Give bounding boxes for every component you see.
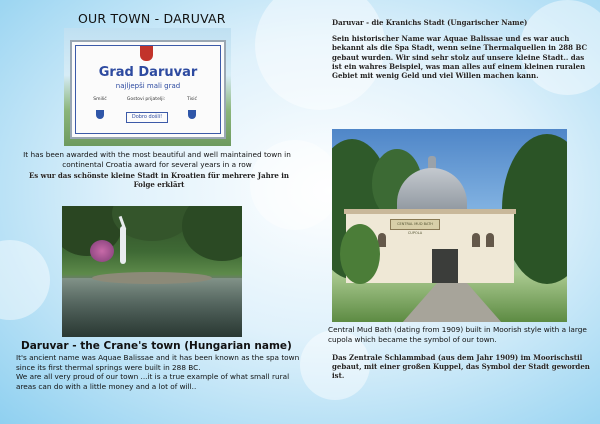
crane-text-p2: We are all very proud of our town ...it is a true example of what small rural areas can do with a little money and a lot of will.. [16, 372, 290, 391]
town-sign-board [70, 40, 226, 139]
coat-of-arms-icon [140, 46, 153, 61]
crest-right-icon [188, 110, 196, 119]
flower-bush [90, 240, 114, 262]
crane-heading: Daruvar - the Crane's town (Hungarian name) [21, 340, 292, 352]
sign-subtitle: najljepši mali grad [115, 82, 181, 90]
crane-statue [120, 226, 126, 264]
crane-text-en [16, 353, 306, 391]
award-caption-en: It has been awarded with the most beautiful and well maintained town in continental Croatia award for several years in a row [23, 150, 291, 169]
town-sign-photo [64, 28, 231, 146]
bokeh-circle [0, 240, 50, 320]
sign-greeting: Dobro došli! [126, 112, 168, 123]
sign-col-mid: Gostovi prijatelji: [126, 97, 166, 102]
crane-text-p1: It's ancient name was Aquae Balissae and it has been known as the spa town since its first thermal springs were built in 288 BC. [16, 353, 300, 372]
bath-sign: CENTRAL MUD BATH CUPOLA [390, 219, 440, 230]
sign-col-right: Tisić [187, 97, 197, 102]
mud-bath-photo [332, 129, 567, 322]
crest-left-icon [96, 110, 104, 119]
crane-heading-de: Daruvar - die Kranichs Stadt (Ungarischer Name) [332, 18, 528, 27]
sign-col-left: Smilić [93, 97, 107, 102]
bath-caption-de: Das Zentrale Schlammbad (aus dem Jahr 1909) im Moorischstil gebaut, mit einer großen Kuppel, das Symbol der Stadt geworden ist. [332, 353, 590, 381]
sign-title: Grad Daruvar [98, 65, 198, 80]
page-title: OUR TOWN - DARUVAR [78, 11, 226, 26]
award-caption-de: Es wur das schönste kleine Stadt in Kroatien für mehrere Jahre in Folge erklärt [28, 171, 290, 190]
bath-caption-en: Central Mud Bath (dating from 1909) built in Moorish style with a large cupola which became the symbol of our town. [328, 325, 587, 344]
bath-entrance [432, 249, 458, 283]
crane-text-de [332, 18, 592, 80]
crane-body-de: Sein historischer Name war Aquae Balissae und es war auch bekannt als die Spa Stadt, wenn seine Thermalquellen in 288 BC gebaut wurden. Wir sind sehr stolz auf unsere kleine Stadt.. das ist ein wahres Beispiel, was man alles auf einem kleinen ruralen Gebiet mit wenig Geld und viel Willen machen kann. [332, 34, 588, 81]
crane-statue-photo [62, 206, 242, 337]
